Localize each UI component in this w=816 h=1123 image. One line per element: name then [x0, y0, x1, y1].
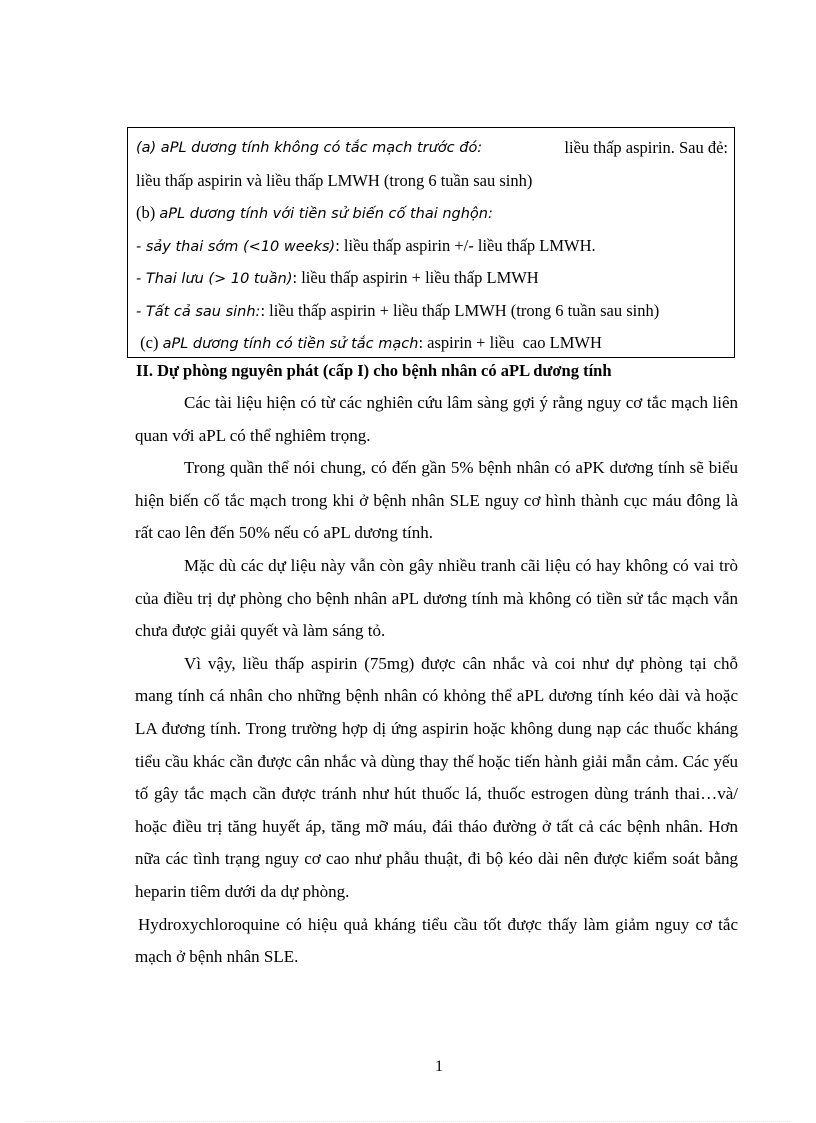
paragraph: Vì vậy, liều thấp aspirin (75mg) được cân nhắc và coi như dự phòng tại chỗ mang tính cá nhân cho những bệnh nhân có khỏng thể aPL dương tính kéo dài và hoặc LA đương tính. Trong trường hợp dị ứng aspirin hoặc không dung nạp các thuốc kháng tiểu cầu khác cần được cân nhắc và dùng thay thế hoặc tiến hành giải mẫn cảm. Các yếu tố gây tắc mạch cần được tránh như hút thuốc lá, thuốc estrogen dùng tránh thai…và/ hoặc điều trị tăng huyết áp, tăng mỡ máu, đái tháo đường ở tất cả các bệnh nhân. Hơn nữa các tình trạng nguy cơ cao như phẫu thuật, đi bộ kéo dài nên được kiểm soát bằng heparin tiêm dưới da dự phòng.: [135, 653, 738, 901]
box-line-4: [136, 230, 728, 263]
box-line-2-text: liều thấp aspirin và liều thấp LMWH (trong 6 tuần sau sinh): [136, 170, 533, 190]
box-line-3: [136, 197, 728, 230]
box-line-6-text: : liều thấp aspirin + liều thấp LMWH (trong 6 tuần sau sinh): [260, 300, 660, 320]
box-line-6: [136, 295, 728, 328]
section-heading: II. Dự phòng nguyên phát (cấp I) cho bệnh nhân có aPL dương tính: [136, 361, 612, 380]
box-line-4-text: : liều thấp aspirin +/- liều thấp LMWH.: [335, 235, 596, 255]
paragraph: Các tài liệu hiện có từ các nghiên cứu lâm sàng gợi ý rằng nguy cơ tắc mạch liên quan với aPL có thể nghiêm trọng.: [135, 393, 738, 445]
box-line-3-prefix: (b): [136, 203, 160, 222]
box-line-5-label: - Thai lưu (> 10 tuần): [136, 271, 293, 287]
body-text: [135, 387, 738, 974]
box-line-1-text: liều thấp aspirin. Sau đẻ:: [564, 138, 728, 157]
paragraph: Trong quần thể nói chung, có đến gần 5% bệnh nhân có aPK dương tính sẽ biểu hiện biến cố tắc mạch trong khi ở bệnh nhân SLE nguy cơ hình thành cục máu đông là rất cao lên đến 50% nếu có aPL dương tính.: [135, 458, 738, 543]
paragraph: Mặc dù các dự liệu này vẫn còn gây nhiều tranh cãi liệu có hay không có vai trò của điều trị dự phòng cho bệnh nhân aPL dương tính mà không có tiền sử tắc mạch vẫn chưa được giải quyết và làm sáng tỏ.: [135, 555, 738, 641]
box-line-5: [136, 262, 728, 295]
box-line-4-label: - sảy thai sớm (<10 weeks): [136, 238, 336, 255]
paragraph: Hydroxychloroquine có hiệu quả kháng tiểu cầu tốt được thấy làm giảm nguy cơ tắc mạch ở bệnh nhân SLE.: [135, 914, 738, 967]
box-line-2: [136, 165, 728, 198]
box-line-1-label: (a) aPL dương tính không có tắc mạch trước đó:: [136, 140, 483, 156]
box-line-7: [136, 327, 728, 360]
box-line-6-label: - Tất cả sau sinh:: [136, 303, 261, 320]
box-line-7-text: : aspirin + liều cao LMWH: [418, 333, 602, 352]
box-line-7-prefix: (c): [136, 333, 163, 352]
footer-divider: [26, 1121, 790, 1122]
box-line-1: [136, 132, 728, 165]
box-line-3-label: aPL dương tính với tiền sử biến cố thai nghộn:: [159, 206, 493, 222]
recommendation-box: [127, 127, 735, 358]
box-line-7-label: aPL dương tính có tiền sử tắc mạch: [162, 336, 419, 352]
box-line-5-text: : liều thấp aspirin + liều thấp LMWH: [292, 268, 539, 287]
page-number: 1: [435, 1058, 443, 1075]
